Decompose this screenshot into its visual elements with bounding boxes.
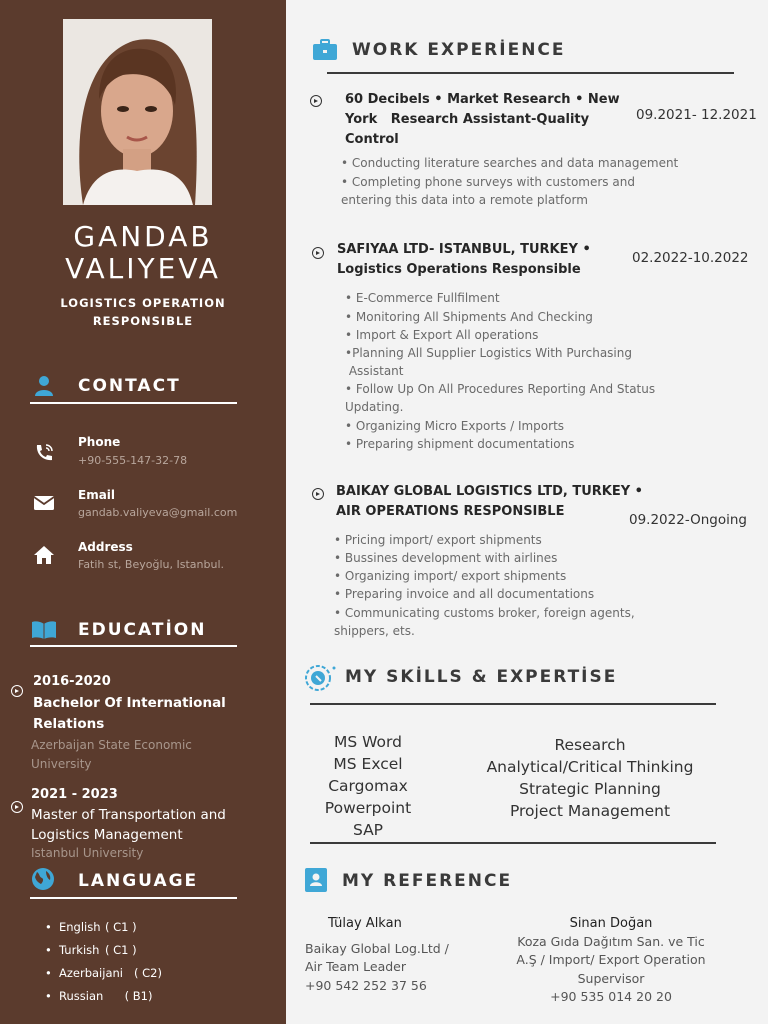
first-name: GANDAB [73,220,213,253]
job-3-bullet: • Bussines development with airlines [334,551,558,565]
language-item: • English ( C1 ) [45,920,137,934]
job-2-bullet: • Import & Export All operations [345,328,539,342]
reference-1-title: Air Team Leader [305,959,407,974]
job-2-bullet: • Monitoring All Shipments And Checking [345,310,593,324]
job-2-heading-1: SAFIYAA LTD- ISTANBUL, TURKEY • [337,242,591,257]
email-label: Email [78,488,116,502]
education-2-university: Istanbul University [31,846,144,860]
job-1-date: 09.2021- 12.2021 [636,107,757,123]
skills-divider-top [310,703,716,705]
reference-2-name: Sinan Doğan [569,916,653,931]
job-3-bullet: • Preparing invoice and all documentations [334,587,595,601]
work-divider [327,72,734,74]
education-1-years: 2016-2020 [33,674,111,689]
language-item: • Turkish ( C1 ) [45,943,137,957]
reference-2-phone[interactable]: +90 535 014 20 20 [550,989,672,1004]
job-2-bullet: Updating. [345,400,404,414]
job-2-bullet: •Planning All Supplier Logistics With Purchasing [345,346,632,360]
skill-right: Research [554,736,626,754]
language-item: • Azerbaijani ( C2) [45,966,162,980]
address-label: Address [78,540,133,554]
job-2-bullet: Assistant [345,364,404,378]
briefcase-icon [312,39,338,65]
book-icon [31,620,57,644]
education-divider [30,645,237,647]
job-3-date: 09.2022-Ongoing [629,512,747,528]
job-2-heading-2: Logistics Operations Responsible [337,262,581,277]
job-2-bullet: • Preparing shipment documentations [345,437,575,451]
role-line-2: RESPONSIBLE [92,314,194,328]
job-3-heading-2: AIR OPERATIONS RESPONSIBLE [336,504,565,519]
language-level: ( C1 ) [105,920,137,934]
job-1-bullet: • Conducting literature searches and data management [341,156,679,170]
reference-1-company: Baikay Global Log.Ltd / [305,941,449,956]
person-icon [34,375,54,401]
skill-left: Cargomax [328,777,408,795]
skill-left: MS Word [334,733,402,751]
language-level: ( C2) [134,966,162,980]
phone-value[interactable]: +90-555-147-32-78 [78,454,188,467]
skill-left: MS Excel [333,755,403,773]
home-icon [33,545,55,569]
email-value[interactable]: gandab.valiyeva@gmail.com [78,506,238,519]
contact-divider [30,402,237,404]
job-3-bullet: • Communicating customs broker, foreign agents, [334,606,635,620]
work-experience-title: WORK EXPERİENCE [352,40,566,60]
language-title: LANGUAGE [78,871,199,891]
phone-icon [33,442,55,468]
skill-right: Analytical/Critical Thinking [486,758,694,776]
language-level: ( C1 ) [105,943,137,957]
job-2-bullet: • E-Commerce Fullfilment [345,291,500,305]
job-bullet-icon [310,95,322,107]
education-1-university-1: Azerbaijan State Economic [31,738,192,752]
address-value: Fatih st, Beyoğlu, Istanbul. [78,558,224,571]
phone-label: Phone [78,435,121,449]
job-1-bullet: • Completing phone surveys with customers and [341,175,635,189]
job-3-heading-1: BAIKAY GLOBAL LOGISTICS LTD, TURKEY • [336,484,643,499]
language-name: Russian [59,989,104,1003]
education-title: EDUCATİON [78,620,207,640]
contact-title: CONTACT [78,376,181,396]
skill-right: Project Management [509,802,671,820]
job-3-bullet: shippers, ets. [334,624,415,638]
education-1-degree-2: Relations [33,716,105,732]
job-1-heading-3: Control [345,132,399,147]
reference-1-phone[interactable]: +90 542 252 37 56 [305,978,427,993]
education-2-degree-2: Logistics Management [31,827,183,843]
role-line-1: LOGISTICS OPERATION [60,296,226,310]
reference-title: MY REFERENCE [342,871,513,891]
job-1-heading-2: York Research Assistant-Quality [345,112,590,127]
contact-book-icon [304,867,328,897]
language-name: English [59,920,101,934]
job-2-bullet: • Organizing Micro Exports / Imports [345,419,565,433]
education-bullet-icon [11,685,23,697]
profile-photo [63,19,212,205]
reference-2-company: Koza Gıda Dağıtım San. ve Tic [517,934,705,949]
last-name: VALIYEVA [65,252,221,285]
reference-2-title: A.Ş / Import/ Export Operation [516,952,706,967]
language-name: Turkish [59,943,100,957]
education-1-university-2: University [31,757,92,771]
globe-icon [31,867,55,895]
job-2-bullet: • Follow Up On All Procedures Reporting And Status [345,382,656,396]
education-bullet-icon [11,801,23,813]
skills-title: MY SKİLLS & EXPERTİSE [345,667,618,687]
language-name: Azerbaijani [59,966,123,980]
email-icon [33,494,55,516]
job-3-bullet: • Organizing import/ export shipments [334,569,567,583]
job-1-bullet: entering this data into a remote platform [341,193,588,207]
language-divider [30,897,237,899]
job-3-bullet: • Pricing import/ export shipments [334,533,542,547]
skills-divider-bottom [310,842,716,844]
language-level: ( B1) [121,989,153,1003]
job-2-date: 02.2022-10.2022 [632,250,749,266]
education-2-years: 2021 - 2023 [31,787,118,802]
job-1-heading-1: 60 Decibels • Market Research • New [345,92,620,107]
education-1-degree-1: Bachelor Of International [33,695,226,711]
job-bullet-icon [312,488,324,500]
skill-right: Strategic Planning [519,780,661,798]
sidebar [0,0,286,1024]
job-bullet-icon [312,247,324,259]
language-item: • Russian ( B1) [45,989,153,1003]
reference-1-name: Tülay Alkan [328,916,402,931]
reference-2-title-2: Supervisor [577,971,645,986]
education-2-degree-1: Master of Transportation and [31,807,226,823]
skill-left: SAP [352,821,384,839]
skill-left: Powerpoint [324,799,412,817]
skills-icon [304,664,338,696]
